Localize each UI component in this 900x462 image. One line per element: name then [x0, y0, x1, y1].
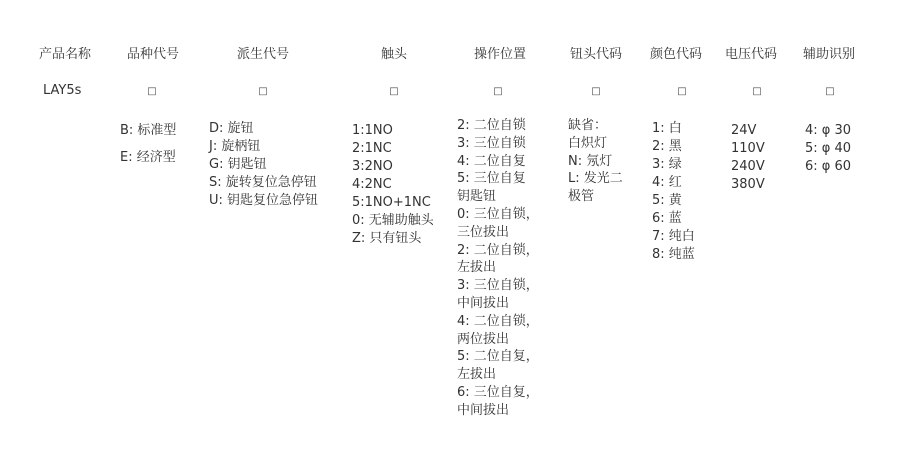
list-item: 3: 三位自锁 [457, 135, 526, 151]
list-item: 极管 [568, 189, 595, 205]
list-item: 5: 二位自复， [457, 349, 539, 365]
list-item: 0: 无辅助触头 [352, 213, 434, 228]
list-item: 2: 二位自锁 [457, 118, 526, 133]
list-item: 三位拔出 [457, 224, 510, 240]
header-derivative-code: 派生代号 [236, 47, 290, 62]
placeholder-aux: □ [825, 86, 835, 97]
placeholder-variety: □ [147, 86, 157, 97]
list-item: 4: 红 [652, 175, 682, 190]
list-item: J: 旋柄钮 [209, 139, 261, 154]
color-code-list [652, 120, 695, 264]
list-item: 5: φ 40 [805, 141, 852, 156]
list-item: 6: 三位自复， [457, 384, 539, 400]
list-item: 240V [731, 159, 765, 174]
list-item: B: 标准型 [120, 123, 177, 138]
header-aux-identification: 辅助识别 [802, 47, 856, 62]
contacts-list [352, 122, 434, 248]
list-item: 2: 黑 [652, 139, 682, 154]
list-item: Z: 只有钮头 [352, 231, 422, 246]
placeholder-operating: □ [493, 86, 503, 97]
list-item: L: 发光二 [568, 171, 623, 187]
list-item: 5: 黄 [652, 193, 682, 208]
list-item: 左拔出 [457, 260, 497, 276]
button-head-code-list [568, 117, 623, 206]
list-item: 2: 二位自锁， [457, 242, 539, 258]
list-item: 110V [731, 141, 765, 156]
list-item: 2:1NC [352, 141, 392, 156]
list-item: N: 氖灯 [568, 153, 613, 169]
list-item: 6: 蓝 [652, 211, 682, 226]
header-product-name: 产品名称 [38, 47, 92, 62]
list-item: 白炽灯 [568, 135, 608, 151]
list-item: 两位拔出 [457, 331, 510, 347]
header-button-head-code: 钮头代码 [569, 47, 623, 62]
operating-position-list [457, 117, 539, 420]
list-item: U: 钥匙复位急停钮 [209, 193, 319, 208]
list-item: 4: 二位自复 [457, 153, 526, 169]
list-item: 左拔出 [457, 367, 497, 383]
list-item: 6: φ 60 [805, 159, 852, 174]
list-item: 3: 绿 [652, 157, 682, 172]
list-item: 中间拔出 [457, 402, 510, 418]
list-item: 7: 纯白 [652, 229, 695, 244]
placeholder-button-head: □ [591, 86, 601, 97]
list-item: 5:1NO+1NC [352, 195, 431, 210]
header-voltage-code: 电压代码 [724, 47, 778, 62]
list-item: 380V [731, 177, 765, 192]
placeholder-color: □ [677, 86, 687, 97]
list-item: 0: 三位自锁， [457, 206, 539, 222]
list-item: 3:2NO [352, 159, 393, 174]
list-item: 24V [731, 123, 757, 138]
header-operating-position: 操作位置 [473, 47, 527, 62]
list-item: E: 经济型 [120, 150, 176, 165]
list-item: D: 旋钮 [209, 121, 254, 136]
derivative-code-list [209, 120, 318, 210]
list-item: S: 旋转复位急停钮 [209, 175, 317, 190]
voltage-code-list [731, 122, 765, 194]
list-item: G: 钥匙钮 [209, 157, 267, 172]
header-variety-code: 品种代号 [126, 47, 180, 62]
list-item: 4: φ 30 [805, 123, 852, 138]
header-color-code: 颜色代码 [649, 47, 703, 62]
list-item: 3: 三位自锁， [457, 278, 539, 294]
variety-code-list [120, 117, 176, 171]
list-item: 4:2NC [352, 177, 392, 192]
list-item: 1: 白 [652, 121, 682, 136]
list-item: 中间拔出 [457, 295, 510, 311]
list-item: 4: 二位自锁， [457, 313, 539, 329]
placeholder-contacts: □ [389, 86, 399, 97]
model-name: LAY5s [43, 83, 82, 98]
placeholder-voltage: □ [752, 86, 762, 97]
header-contacts: 触头 [380, 47, 408, 62]
list-item: 8: 纯蓝 [652, 247, 695, 262]
aux-identification-list [805, 122, 851, 176]
list-item: 1:1NO [352, 123, 393, 138]
list-item: 5: 三位自复 [457, 171, 526, 187]
placeholder-derivative: □ [258, 86, 268, 97]
list-item: 钥匙钮 [457, 189, 497, 205]
list-item: 缺省： [568, 118, 608, 133]
